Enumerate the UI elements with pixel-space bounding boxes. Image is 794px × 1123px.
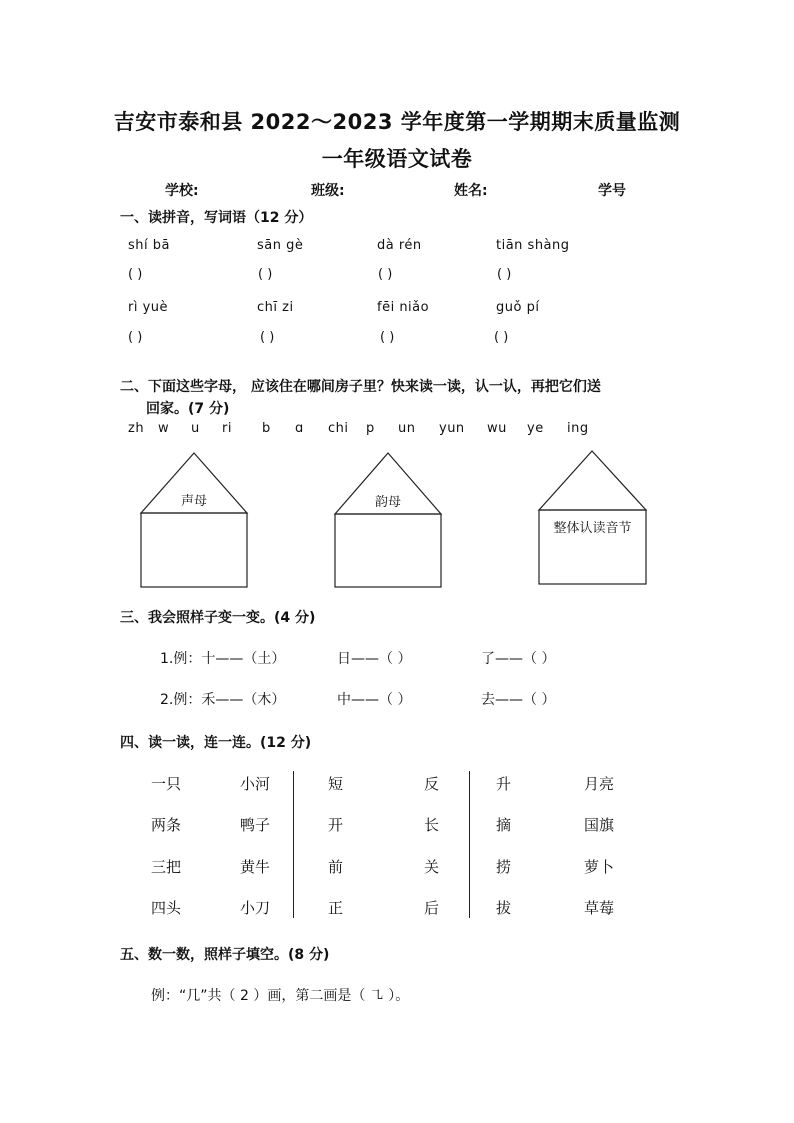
answer-blank[interactable]: ( )	[380, 330, 395, 345]
match-word[interactable]: 摘	[496, 816, 512, 834]
pinyin-item: guǒ pí	[496, 300, 540, 315]
answer-blank[interactable]: ( )	[497, 267, 512, 282]
page-title: 吉安市泰和县 2022～2023 学年度第一学期期末质量监测	[113, 110, 681, 134]
letter-item: ri	[222, 421, 232, 436]
section1-title: 一、读拼音，写词语（12 分）	[120, 210, 313, 226]
answer-blank[interactable]: ( )	[260, 330, 275, 345]
pinyin-item: chī zi	[257, 300, 294, 315]
match-word[interactable]: 萝卜	[584, 858, 615, 876]
column-divider	[293, 771, 294, 918]
column-divider	[469, 771, 470, 918]
letter-item: un	[398, 421, 416, 436]
match-word[interactable]: 月亮	[584, 775, 615, 793]
match-word[interactable]: 关	[424, 858, 440, 876]
letter-item: ɑ	[295, 421, 304, 436]
match-word[interactable]: 四头	[151, 899, 182, 917]
fill-item[interactable]: 日——（ ）	[337, 651, 412, 667]
house-finals-icon	[334, 452, 442, 588]
pinyin-item: rì yuè	[128, 300, 169, 315]
match-word[interactable]: 后	[424, 899, 440, 917]
house-initials-icon	[140, 452, 248, 588]
house-finals-label: 韵母	[374, 495, 401, 510]
section2-title: 二、下面这些字母， 应该住在哪间房子里？快来读一读，认一认，再把它们送	[120, 379, 601, 395]
match-word[interactable]: 草莓	[584, 899, 615, 917]
pinyin-item: sān gè	[257, 238, 304, 253]
match-word[interactable]: 拔	[496, 899, 512, 917]
letter-item: b	[262, 421, 271, 436]
example-item: 2.例：禾——（木）	[160, 692, 286, 708]
pinyin-item: tiān shàng	[496, 238, 570, 253]
answer-blank[interactable]: ( )	[378, 267, 393, 282]
match-word[interactable]: 短	[328, 775, 344, 793]
match-word[interactable]: 反	[424, 775, 440, 793]
letter-item: wu	[487, 421, 507, 436]
letter-item: p	[366, 421, 375, 436]
class-field-label: 班级:	[311, 183, 345, 199]
example-item: 1.例：十——（土）	[160, 651, 286, 667]
match-word[interactable]: 一只	[151, 775, 182, 793]
name-field-label: 姓名:	[454, 183, 488, 199]
match-word[interactable]: 小河	[240, 775, 271, 793]
letter-item: zh	[128, 421, 145, 436]
fill-item[interactable]: 去——（ ）	[481, 692, 556, 708]
section4-title: 四、读一读，连一连。(12 分)	[120, 735, 312, 751]
page-subtitle: 一年级语文试卷	[321, 147, 473, 171]
letter-item: w	[158, 421, 170, 436]
match-word[interactable]: 黄牛	[240, 858, 271, 876]
section3-title: 三、我会照样子变一变。(4 分)	[120, 610, 316, 626]
school-field-label: 学校:	[165, 183, 199, 199]
house-whole-syllables-label: 整体认读音节	[553, 521, 632, 536]
match-word[interactable]: 两条	[151, 816, 182, 834]
letter-item: ye	[527, 421, 544, 436]
letter-item: u	[191, 421, 200, 436]
answer-blank[interactable]: ( )	[128, 267, 143, 282]
match-word[interactable]: 开	[328, 816, 344, 834]
match-word[interactable]: 小刀	[240, 899, 271, 917]
match-word[interactable]: 长	[424, 816, 440, 834]
pinyin-item: shí bā	[128, 238, 170, 253]
pinyin-item: dà rén	[377, 238, 422, 253]
match-word[interactable]: 鸭子	[240, 816, 271, 834]
letter-item: yun	[439, 421, 465, 436]
answer-blank[interactable]: ( )	[258, 267, 273, 282]
letter-item: ing	[567, 421, 589, 436]
match-word[interactable]: 国旗	[584, 816, 615, 834]
match-word[interactable]: 捞	[496, 858, 512, 876]
fill-item[interactable]: 了——（ ）	[481, 651, 556, 667]
section5-title: 五、数一数，照样子填空。(8 分)	[120, 947, 330, 963]
letter-item: chi	[328, 421, 349, 436]
match-word[interactable]: 升	[496, 775, 512, 793]
section2-title-cont: 回家。(7 分)	[146, 401, 230, 417]
section5-example: 例：“几”共（ 2 ）画，第二画是（ ㇈ ）。	[151, 988, 410, 1004]
answer-blank[interactable]: ( )	[128, 330, 143, 345]
answer-blank[interactable]: ( )	[494, 330, 509, 345]
match-word[interactable]: 前	[328, 858, 344, 876]
pinyin-item: fēi niǎo	[377, 300, 430, 315]
house-initials-label: 声母	[180, 494, 207, 509]
student-number-label: 学号	[598, 183, 626, 199]
match-word[interactable]: 三把	[151, 858, 182, 876]
match-word[interactable]: 正	[328, 899, 344, 917]
fill-item[interactable]: 中——（ ）	[337, 692, 412, 708]
